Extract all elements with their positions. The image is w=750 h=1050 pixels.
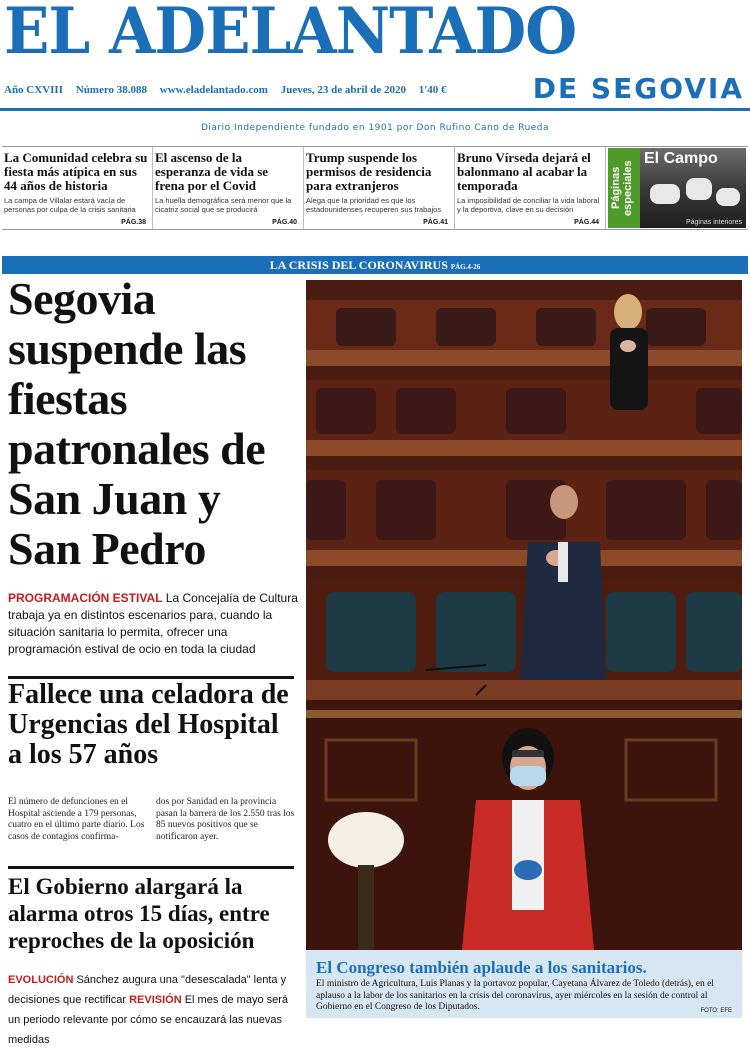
divider xyxy=(8,866,294,869)
main-story-lead xyxy=(8,590,298,658)
teaser-title: Trump suspende los permisos de residencia para extranjeros xyxy=(306,150,432,193)
issue-date: Jueves, 23 de abril de 2020 xyxy=(280,84,406,96)
campo-promo-image xyxy=(640,148,746,228)
body-column: El número de defunciones en el Hospital asciende a 179 personas, cuatro en el último parte diario. Los casos de contagios confirma- xyxy=(8,797,145,842)
tagline: Diario Independiente fundado en 1901 por Don Rufino Cano de Rueda xyxy=(200,123,550,133)
teaser-page: PÁG.41 xyxy=(423,219,448,226)
website-link[interactable]: www.eladelantado.com xyxy=(159,84,268,96)
teaser-text: La campa de Villalar estará vacía de personas por culpa de la crisis sanitaria xyxy=(4,196,136,214)
issue-info xyxy=(4,84,457,96)
evolution-text: Sánchez augura una "desescalada" lenta y decisiones que rectificar xyxy=(8,974,287,1006)
special-pages-label: Páginas especiales xyxy=(608,148,640,228)
teaser-strip xyxy=(2,146,748,230)
teaser-text: Alega que la prioridad es que los estadounidenses recuperen sus trabajos xyxy=(306,196,442,214)
second-story-body xyxy=(8,797,296,843)
photo-credit: FOTO: EFE xyxy=(700,1008,732,1014)
section-pages: PÁG.4-26 xyxy=(450,263,481,271)
newspaper-title: EL ADELANTADO xyxy=(4,0,577,69)
second-headline[interactable]: Fallece una celadora de Urgencias del Hospital a los 57 años xyxy=(8,679,289,770)
teaser-page: PÁG.38 xyxy=(121,219,146,226)
section-label: LA CRISIS DEL CORONAVIRUS xyxy=(269,258,448,272)
teaser-item[interactable] xyxy=(304,147,455,229)
caption-text: El ministro de Agricultura, Luis Planas y la portavoz popular, Cayetana Álvarez de Toledo (detrás), en el aplauso a la labor de los sanitarios en la crisis del coronavirus, ayer miércoles en la sesión de control al Gobierno en el Congreso de los Diputados. xyxy=(316,979,714,1012)
body-column: dos por Sanidad en la provincia pasan la barrera de los 2.550 tras los 85 nuevos positivos que se notificaron ayer. xyxy=(156,797,295,842)
teaser-page: PÁG.44 xyxy=(574,219,599,226)
main-kicker: PROGRAMACIÓN ESTIVAL xyxy=(8,591,163,605)
teaser-page: PÁG.40 xyxy=(272,219,297,226)
issue-number: Número 38.088 xyxy=(75,84,148,96)
review-text: El mes de mayo será un periodo relevante por cómo se encauzará las nuevas medidas xyxy=(8,994,289,1046)
special-title: El Campo xyxy=(644,150,718,167)
congress-photo-illustration xyxy=(306,280,742,950)
third-headline[interactable]: El Gobierno alargará la alarma otros 15 días, entre reproches de la oposición xyxy=(8,874,270,953)
teaser-text: La huella demográfica será menor que la cicatriz social que se producirá xyxy=(155,196,292,214)
teaser-item[interactable] xyxy=(455,147,606,229)
main-lead-text: La Concejalía de Cultura trabaja ya en distintos escenarios para, cuando la situación sanitaria lo permita, ofrecer una programación estival de ocio en toda la ciudad xyxy=(8,591,298,656)
special-pages-promo[interactable] xyxy=(608,148,746,228)
masthead-rule xyxy=(0,108,750,111)
teaser-title: El ascenso de la esperanza de vida se frena por el Covid xyxy=(155,150,269,193)
teaser-text: La imposibilidad de conciliar la vida laboral y la deportiva, clave en su decisión xyxy=(457,196,600,214)
congress-photo xyxy=(306,280,742,950)
teaser-item[interactable] xyxy=(153,147,304,229)
caption-title: El Congreso también aplaude a los sanitarios. xyxy=(316,958,647,977)
section-bar xyxy=(2,256,748,274)
newspaper-subtitle: DE SEGOVIA xyxy=(532,72,744,105)
review-kicker: REVISIÓN xyxy=(129,994,182,1006)
special-footer: Páginas interiores xyxy=(685,219,742,226)
main-headline[interactable]: Segovia suspende las fiestas patronales de San Juan y San Pedro xyxy=(8,273,266,574)
teaser-item[interactable] xyxy=(2,147,153,229)
third-story-lead xyxy=(8,970,300,1050)
masthead xyxy=(0,0,750,140)
teaser-title: La Comunidad celebra su fiesta más atípica en sus 44 años de historia xyxy=(4,150,148,193)
year: Año CXVIII xyxy=(4,84,63,96)
evolution-kicker: EVOLUCIÓN xyxy=(8,974,74,986)
photo-caption xyxy=(306,950,742,1018)
price: 1'40 € xyxy=(418,84,447,96)
teaser-title: Bruno Vírseda dejará el balonmano al acabar la temporada xyxy=(457,150,591,193)
